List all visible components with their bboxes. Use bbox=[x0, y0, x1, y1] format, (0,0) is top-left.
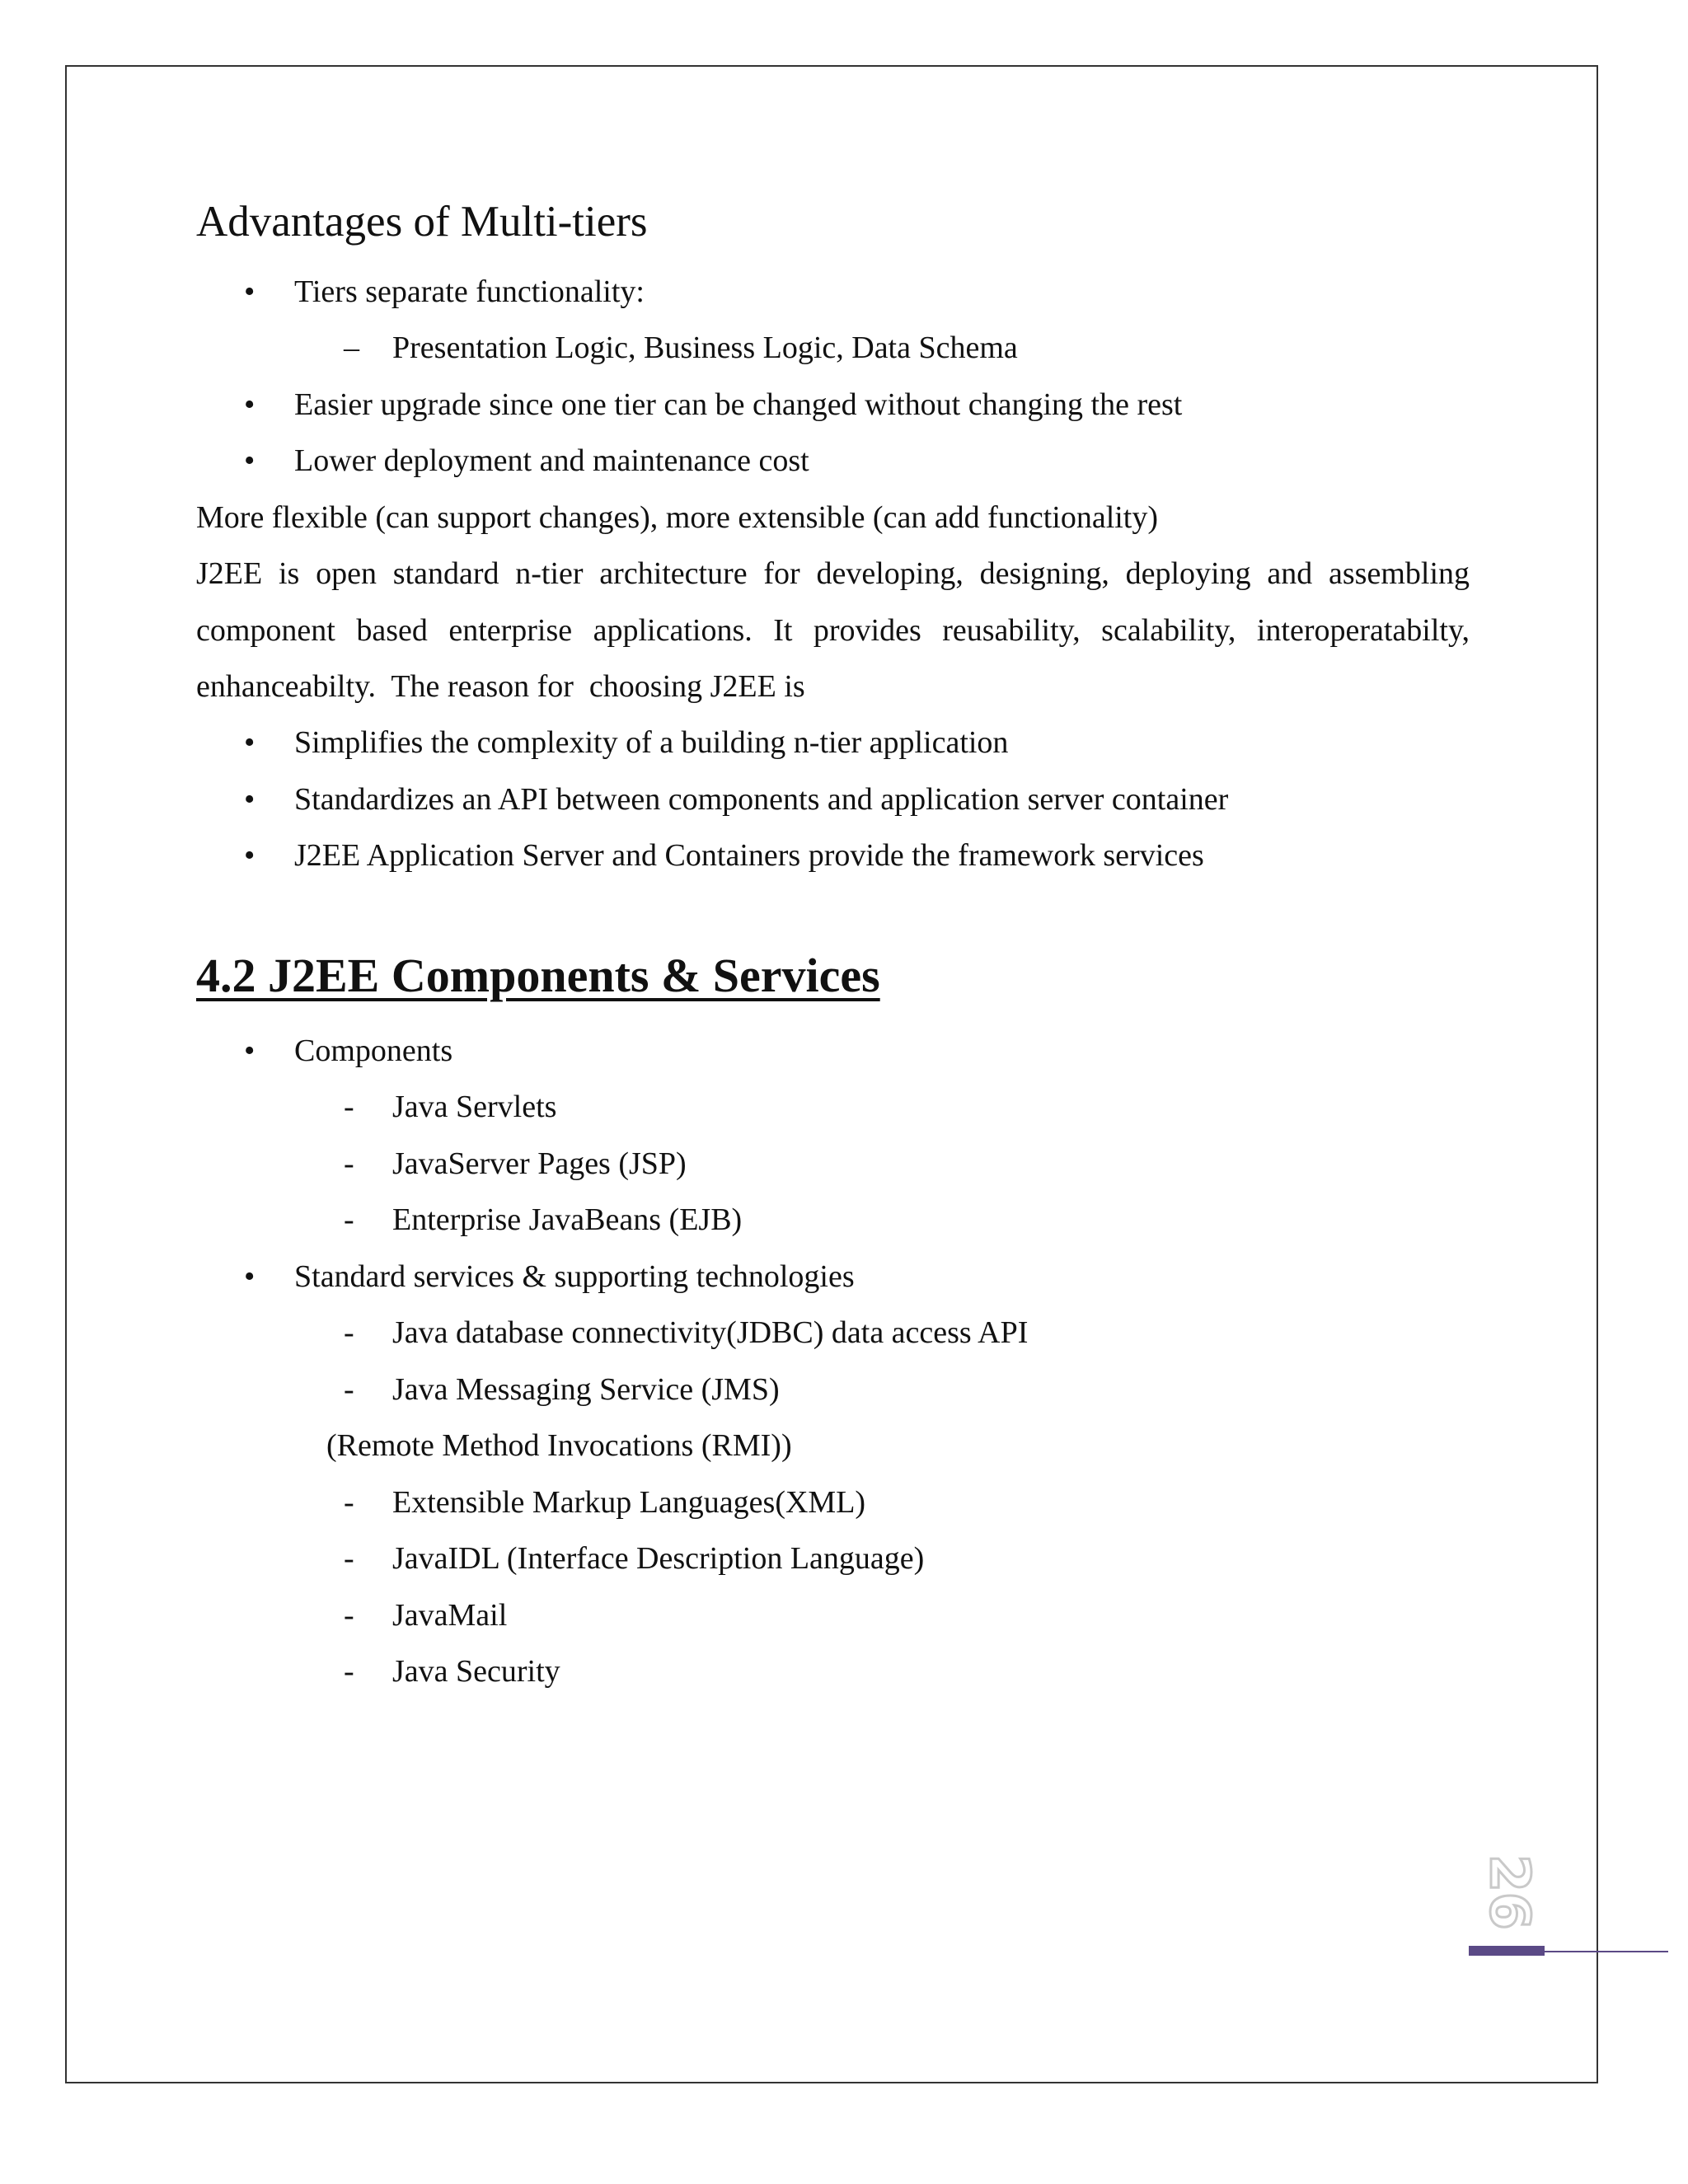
dash-icon: – bbox=[344, 330, 359, 365]
dash-icon: - bbox=[344, 1372, 354, 1407]
dash-icon: - bbox=[344, 1146, 354, 1181]
list-item: Easier upgrade since one tier can be changed without changing the rest bbox=[294, 387, 1183, 422]
sub-list-item: JavaMail bbox=[392, 1598, 508, 1633]
sub-list-item: JavaIDL (Interface Description Language) bbox=[392, 1541, 925, 1576]
section-title: Advantages of Multi-tiers bbox=[196, 198, 648, 246]
paragraph-line: J2EE is open standard n-tier architecture for developing, designing, deploying and assembling bbox=[196, 556, 1470, 591]
bullet-icon: • bbox=[244, 838, 256, 873]
paragraph-line: component based enterprise applications. It provides reusability, scalability, interoperatabilty, bbox=[196, 613, 1470, 648]
sub-list-item: Java Security bbox=[392, 1654, 560, 1689]
page-frame bbox=[65, 65, 1598, 2083]
dash-icon: - bbox=[344, 1202, 354, 1237]
sub-list-item: Java database connectivity(JDBC) data access API bbox=[392, 1315, 1029, 1350]
bullet-icon: • bbox=[244, 274, 256, 309]
list-item: Lower deployment and maintenance cost bbox=[294, 443, 809, 478]
page-number-rule bbox=[1545, 1951, 1668, 1952]
sub-list-item: Enterprise JavaBeans (EJB) bbox=[392, 1202, 743, 1237]
bullet-icon: • bbox=[244, 1259, 256, 1294]
list-item: Tiers separate functionality: bbox=[294, 274, 645, 309]
bullet-icon: • bbox=[244, 443, 256, 478]
dash-icon: - bbox=[344, 1090, 354, 1124]
sub-list-item: Extensible Markup Languages(XML) bbox=[392, 1485, 866, 1520]
list-item: Standard services & supporting technologies bbox=[294, 1259, 855, 1294]
dash-icon: - bbox=[344, 1598, 354, 1633]
page-number: 26 bbox=[1478, 1854, 1541, 1930]
sub-list-item: JavaServer Pages (JSP) bbox=[392, 1146, 687, 1181]
bullet-icon: • bbox=[244, 725, 256, 760]
bullet-icon: • bbox=[244, 782, 256, 817]
section-heading: 4.2 J2EE Components & Services bbox=[196, 949, 880, 1002]
sub-list-item: Java Messaging Service (JMS) bbox=[392, 1372, 780, 1407]
dash-icon: - bbox=[344, 1654, 354, 1689]
dash-icon: - bbox=[344, 1485, 354, 1520]
bullet-icon: • bbox=[244, 1033, 256, 1068]
paragraph-line: enhanceabilty. The reason for choosing J2EE is bbox=[196, 669, 805, 704]
page-number-bar bbox=[1469, 1946, 1545, 1956]
flexible-line: More flexible (can support changes), more extensible (can add functionality) bbox=[196, 500, 1159, 535]
dash-icon: - bbox=[344, 1541, 354, 1576]
list-item: Simplifies the complexity of a building n-tier application bbox=[294, 725, 1009, 760]
sub-list-item: Presentation Logic, Business Logic, Data Schema bbox=[392, 330, 1018, 365]
list-item: J2EE Application Server and Containers provide the framework services bbox=[294, 838, 1204, 873]
dash-icon: - bbox=[344, 1315, 354, 1350]
bullet-icon: • bbox=[244, 387, 256, 422]
list-item: Standardizes an API between components and application server container bbox=[294, 782, 1229, 817]
list-item: Components bbox=[294, 1033, 453, 1068]
sub-list-item: Java Servlets bbox=[392, 1090, 557, 1124]
rmi-note: (Remote Method Invocations (RMI)) bbox=[326, 1428, 792, 1463]
